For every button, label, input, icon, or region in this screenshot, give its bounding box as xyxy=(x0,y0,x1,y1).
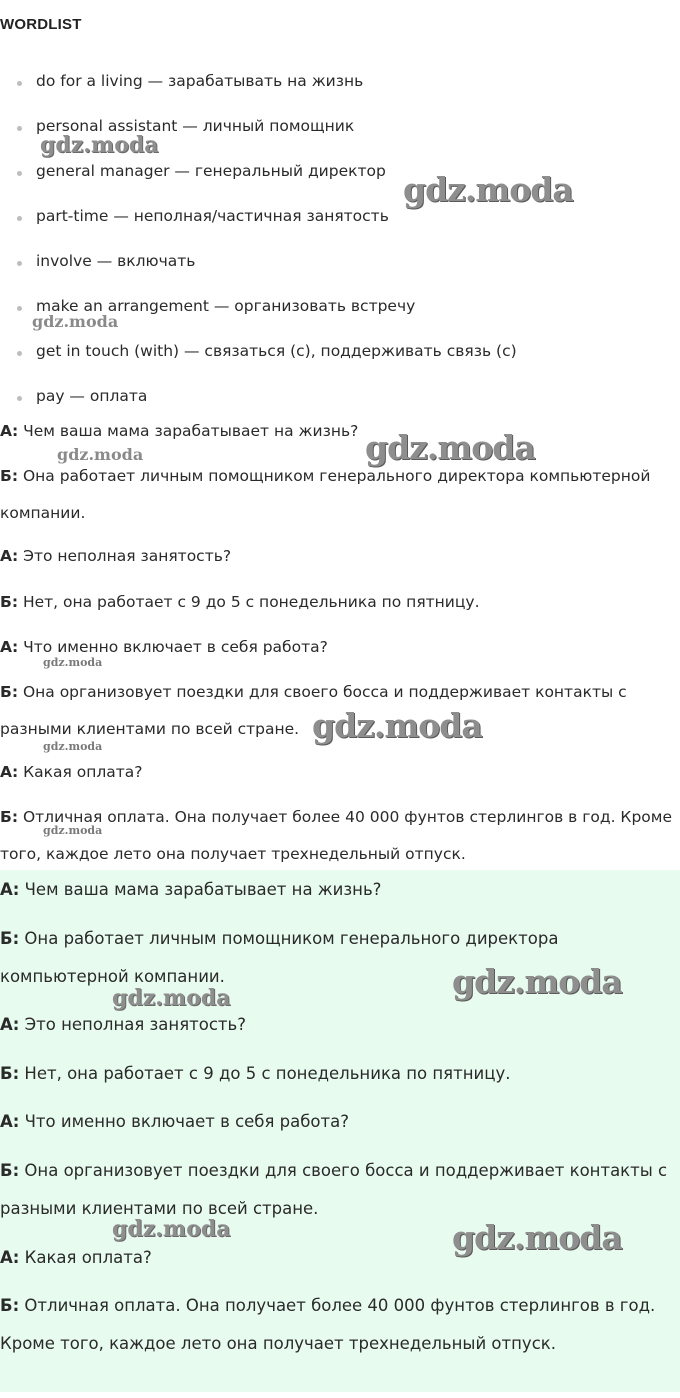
dialogue-line: А: Чем ваша мама зарабатывает на жизнь? xyxy=(0,880,382,899)
bullet-icon xyxy=(17,351,22,356)
speaker-label: А: xyxy=(0,1015,20,1034)
bullet-icon xyxy=(17,261,22,266)
speaker-label: Б: xyxy=(0,683,19,701)
watermark: gdz.moda xyxy=(32,312,119,331)
speaker-label: Б: xyxy=(0,1161,20,1180)
dialogue-line: А: Какая оплата? xyxy=(0,1248,152,1267)
bullet-icon xyxy=(17,216,22,221)
dialogue-line: А: Какая оплата? xyxy=(0,763,143,781)
dialogue-line: Б: Отличная оплата. Она получает более 40 000 фунтов стерлингов в год. Кроме того, каждое лето она получает трехнедельный отпуск. xyxy=(0,808,672,863)
speaker-label: Б: xyxy=(0,467,19,485)
watermark: gdz.moda xyxy=(112,1216,231,1242)
speaker-label: А: xyxy=(0,1112,20,1131)
speaker-label: А: xyxy=(0,422,19,440)
watermark: gdz.moda xyxy=(43,824,103,837)
dialogue-line: Б: Она работает личным помощником генерального директора компьютерной компании. xyxy=(0,929,559,986)
dialogue-line: Б: Она работает личным помощником генерального директора компьютерной компании. xyxy=(0,467,651,522)
watermark: gdz.moda xyxy=(57,445,144,464)
bullet-icon xyxy=(17,126,22,131)
watermark: gdz.moda xyxy=(43,740,103,753)
dialogue-line: А: Это неполная занятость? xyxy=(0,547,232,565)
speaker-label: Б: xyxy=(0,593,19,611)
dialogue-line: А: Что именно включает в себя работа? xyxy=(0,638,328,656)
dialogue-line: Б: Она организовует поездки для своего босса и поддерживает контакты с разными клиентами по всей стране. xyxy=(0,683,627,738)
speaker-label: А: xyxy=(0,638,19,656)
dialogue-line: А: Что именно включает в себя работа? xyxy=(0,1112,349,1131)
watermark: gdz.moda xyxy=(112,985,231,1011)
dialogue-line: Б: Нет, она работает с 9 до 5 с понедельника по пятницу. xyxy=(0,1064,511,1083)
watermark: gdz.moda xyxy=(403,170,573,209)
speaker-label: А: xyxy=(0,547,19,565)
bullet-icon xyxy=(17,396,22,401)
wordlist-title: WORDLIST xyxy=(0,16,82,33)
watermark: gdz.moda xyxy=(40,132,159,158)
bullet-icon xyxy=(17,171,22,176)
speaker-label: Б: xyxy=(0,929,20,948)
bullet-icon xyxy=(17,81,22,86)
speaker-label: Б: xyxy=(0,808,19,826)
speaker-label: А: xyxy=(0,763,19,781)
dialogue-line: А: Чем ваша мама зарабатывает на жизнь? xyxy=(0,422,359,440)
speaker-label: А: xyxy=(0,1248,20,1267)
speaker-label: А: xyxy=(0,880,20,899)
watermark: gdz.moda xyxy=(452,1218,622,1257)
dialogue-line: Б: Отличная оплата. Она получает более 40 000 фунтов стерлингов в год. Кроме того, каждое лето она получает трехнедельный отпуск. xyxy=(0,1296,656,1353)
watermark: gdz.moda xyxy=(312,706,482,745)
watermark: gdz.moda xyxy=(452,962,622,1001)
dialogue-line: Б: Нет, она работает с 9 до 5 с понедельника по пятницу. xyxy=(0,593,480,611)
dialogue-line: А: Это неполная занятость? xyxy=(0,1015,247,1034)
speaker-label: Б: xyxy=(0,1064,20,1083)
dialogue-line: Б: Она организовует поездки для своего босса и поддерживает контакты с разными клиентами по всей стране. xyxy=(0,1161,668,1218)
watermark: gdz.moda xyxy=(43,656,103,669)
bullet-icon xyxy=(17,306,22,311)
speaker-label: Б: xyxy=(0,1296,20,1315)
watermark: gdz.moda xyxy=(365,428,535,467)
